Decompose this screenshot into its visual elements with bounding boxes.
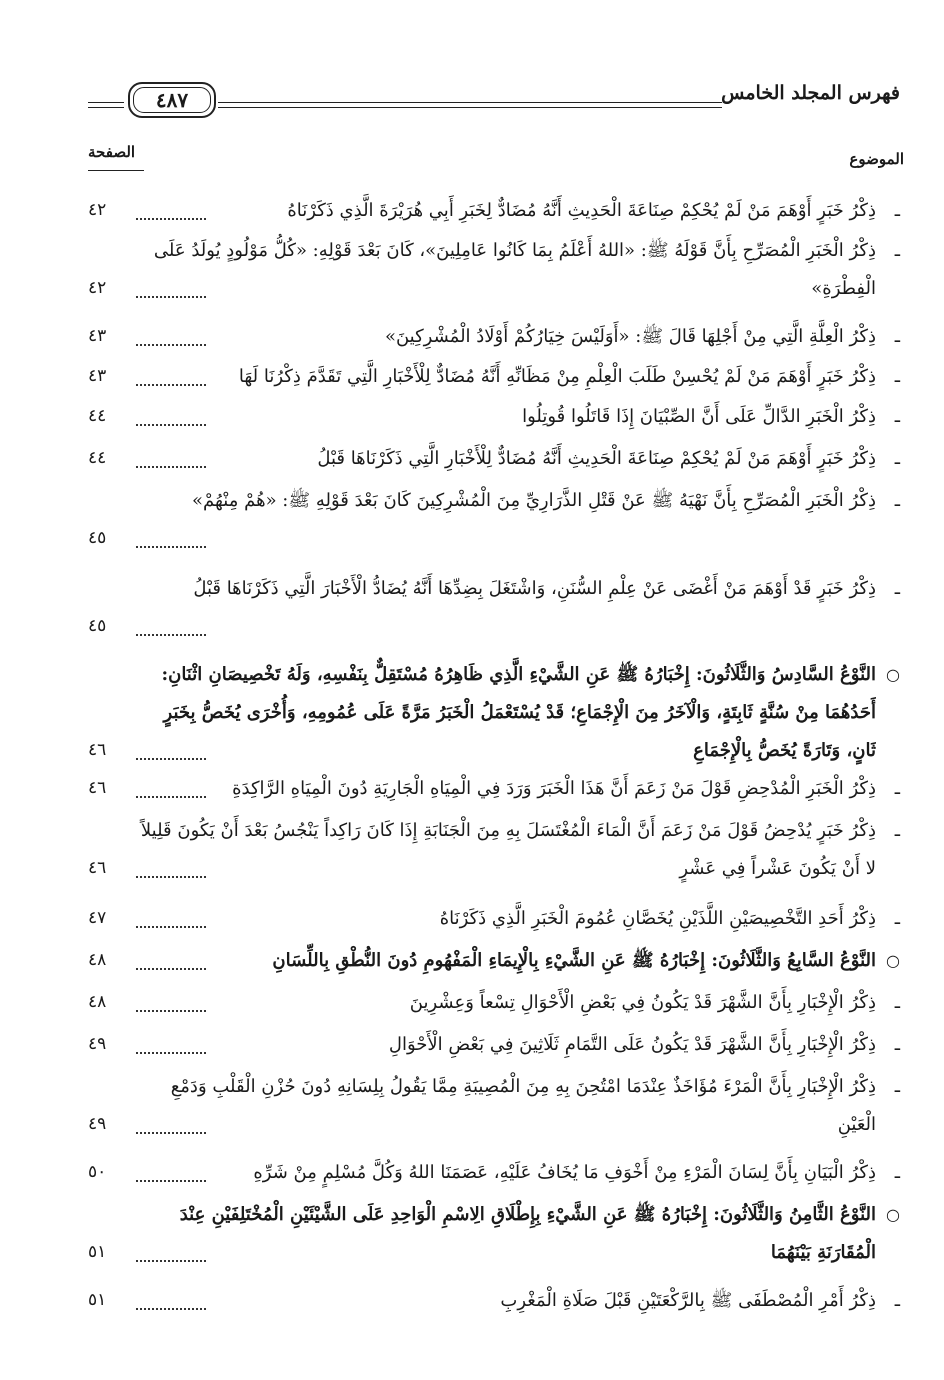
leader-dots — [136, 1010, 206, 1012]
page-reference: ٤٥ — [88, 616, 107, 636]
index-entry — [88, 656, 900, 770]
page-reference: ٤٣ — [88, 366, 107, 386]
page-reference: ٤٣ — [88, 326, 107, 346]
entry-dash-marker: ـ — [894, 448, 900, 469]
leader-dots — [136, 1132, 206, 1134]
index-entry — [88, 232, 900, 308]
leader-dots — [136, 218, 206, 220]
entry-title: ذِكْرُ الْعِلَّةِ الَّتِي مِنْ أَجْلِهَا قَالَ ﷺ: «أَوَلَيْسَ خِيَارُكُمْ أَوْلَادُ الْمُشْرِكِينَ» — [384, 326, 876, 347]
leader-dots — [136, 968, 206, 970]
index-entry — [88, 482, 900, 558]
index-entry — [88, 1026, 900, 1064]
index-entry — [88, 1154, 900, 1192]
leader-dots — [136, 634, 206, 636]
leader-dots — [136, 926, 206, 928]
page-reference: ٤٦ — [88, 740, 107, 760]
leader-dots — [136, 796, 206, 798]
header-rule — [218, 107, 722, 108]
page-reference: ٤٩ — [88, 1034, 107, 1054]
entry-title: ذِكْرُ الْإِخْبَارِ بِأَنَّ الْمَرْءَ مُؤَاخَذٌ عِنْدَمَا امْتُحِنَ بِهِ مِنَ الْمُصِيبَةِ مِمَّا يَقُولُ بِلِسَانِهِ دُونَ حُزْنِ الْقَلْبِ وَدَمْعِ الْعَيْنِ — [170, 1076, 876, 1135]
page-reference: ٥١ — [88, 1290, 107, 1310]
index-entry — [88, 358, 900, 396]
leader-dots — [136, 546, 206, 548]
page-reference: ٤٩ — [88, 1114, 107, 1134]
page-reference: ٤٢ — [88, 278, 107, 298]
leader-dots — [136, 296, 206, 298]
running-title: فهرس المجلد الخامس — [721, 82, 900, 104]
leader-dots — [136, 1052, 206, 1054]
entry-dash-marker: ـ — [894, 366, 900, 387]
section-bullet-icon: ○ — [886, 665, 900, 684]
page-reference: ٤٨ — [88, 992, 107, 1012]
entry-title: ذِكْرُ الْبَيَانِ بِأَنَّ لِسَانَ الْمَرْءِ مِنْ أَخْوَفِ مَا يُخَافُ عَلَيْهِ، عَصَمَنَا اللهُ وَكُلَّ مُسْلِمٍ مِنْ شَرِّهِ — [253, 1162, 876, 1183]
leader-dots — [136, 876, 206, 878]
index-entry — [88, 1196, 900, 1272]
entry-dash-marker: ـ — [894, 1076, 900, 1097]
entry-dash-marker: ـ — [894, 1034, 900, 1055]
index-entry — [88, 192, 900, 230]
index-entry — [88, 1282, 900, 1320]
leader-dots — [136, 466, 206, 468]
page-reference: ٤٢ — [88, 200, 107, 220]
section-bullet-icon: ○ — [886, 951, 900, 970]
page-column-underline — [88, 170, 144, 171]
index-entry — [88, 440, 900, 478]
leader-dots — [136, 1260, 206, 1262]
page-reference: ٥٠ — [88, 1162, 107, 1182]
page-number: ٤٨٧ — [133, 87, 211, 113]
entry-title: ذِكْرُ خَبَرٍ قَدْ أَوْهَمَ مَنْ أَغْضَى عَنْ عِلْمِ السُّنَنِ، وَاشْتَغَلَ بِضِدِّهَا أَنَّهُ يُضَادُّ الْأَخْبَارَ الَّتِي ذَكَرْنَاهَا قَبْلُ — [193, 578, 876, 599]
section-title: النَّوْعُ الثَّامِنُ وَالثَّلَاثُونَ: إِخْبَارُهُ ﷺ عَنِ الشَّيْءِ بِإِطْلَاقِ الِاسْمِ الْوَاحِدِ عَلَى الشَّيْئَيْنِ الْمُخْتَلِفَيْنِ عِنْدَ الْمُقَارَنَةِ بَيْنَهُمَا — [179, 1204, 876, 1263]
entry-dash-marker: ـ — [894, 406, 900, 427]
entry-dash-marker: ـ — [894, 578, 900, 599]
entry-dash-marker: ـ — [894, 1162, 900, 1183]
entry-title: ذِكْرُ الْإِخْبَارِ بِأَنَّ الشَّهْرَ قَدْ يَكُونُ عَلَى التَّمَامِ ثَلَاثِينَ فِي بَعْضِ الْأَحْوَالِ — [388, 1034, 876, 1055]
page-reference: ٤٦ — [88, 858, 107, 878]
entry-dash-marker: ـ — [894, 200, 900, 221]
index-entry — [88, 1068, 900, 1144]
entry-title: ذِكْرُ الْخَبَرِ الْمُدْحِضِ قَوْلَ مَنْ زَعَمَ أَنَّ هَذَا الْخَبَرَ وَرَدَ فِي الْمِيَاهِ الْجَارِيَةِ دُونَ الْمِيَاهِ الرَّاكِدَةِ — [232, 778, 876, 799]
entry-dash-marker: ـ — [894, 490, 900, 511]
index-entry — [88, 770, 900, 808]
index-entry — [88, 812, 900, 888]
entry-title: ذِكْرُ الْإِخْبَارِ بِأَنَّ الشَّهْرَ قَدْ يَكُونُ فِي بَعْضِ الْأَحْوَالِ تِسْعاً وَعِشْرِينَ — [409, 992, 876, 1013]
section-title: النَّوْعُ السَّابِعُ وَالثَّلَاثُونَ: إِخْبَارُهُ ﷺ عَنِ الشَّيْءِ بِالْإِيمَاءِ الْمَفْهُومِ دُونَ النُّطْقِ بِاللِّسَانِ — [272, 950, 876, 971]
entry-dash-marker: ـ — [894, 240, 900, 261]
page-reference: ٥١ — [88, 1242, 107, 1262]
entry-dash-marker: ـ — [894, 992, 900, 1013]
entry-title: ذِكْرُ الْخَبَرِ الْمُصَرِّحِ بِأَنَّ نَهْيَهُ ﷺ عَنْ قَتْلِ الذَّرَارِيِّ مِنَ الْمُشْرِكِينَ كَانَ بَعْدَ قَوْلِهِ ﷺ: «هُمْ مِنْهُمْ» — [192, 490, 876, 511]
entry-dash-marker: ـ — [894, 1290, 900, 1311]
entry-dash-marker: ـ — [894, 908, 900, 929]
header-rule — [218, 102, 722, 103]
entry-dash-marker: ـ — [894, 820, 900, 841]
page-reference: ٤٨ — [88, 950, 107, 970]
header-rule — [88, 102, 124, 103]
header-rule — [88, 107, 124, 108]
entry-title: ذِكْرُ الْخَبَرِ الدَّالِّ عَلَى أَنَّ الصِّبْيَانَ إِذَا قَاتَلُوا قُوتِلُوا — [522, 406, 876, 427]
section-bullet-icon: ○ — [886, 1205, 900, 1224]
entry-title: ذِكْرُ خَبَرٍ أَوْهَمَ مَنْ لَمْ يُحْسِنْ طَلَبَ الْعِلْمِ مِنْ مَظَانِّهِ أَنَّهُ مُضَادٌّ لِلْأَخْبَارِ الَّتِي تَقَدَّمَ ذِكْرُنَا لَهَا — [238, 366, 876, 387]
leader-dots — [136, 384, 206, 386]
leader-dots — [136, 424, 206, 426]
page-reference: ٤٧ — [88, 908, 107, 928]
index-entry — [88, 318, 900, 356]
entry-dash-marker: ـ — [894, 778, 900, 799]
page-column-heading: الصفحة — [88, 143, 136, 161]
leader-dots — [136, 344, 206, 346]
index-entry — [88, 398, 900, 436]
entry-title: ذِكْرُ خَبَرٍ يُدْحِضُ قَوْلَ مَنْ زَعَمَ أَنَّ الْمَاءَ الْمُغْتَسَلَ بِهِ مِنَ الْجَنَابَةِ إِذَا كَانَ رَاكِداً يَنْجُسُ بَعْدَ أَنْ يَكُونَ قَلِيلاً لا أَنْ يَكُونَ عَشْراً فِي عَشْرٍ — [140, 820, 876, 879]
page-reference: ٤٤ — [88, 448, 107, 468]
topic-column-heading: الموضوع — [849, 150, 904, 168]
page-header — [88, 82, 900, 122]
entry-title: ذِكْرُ أَمْرِ الْمُصْطَفَى ﷺ بِالرَّكْعَتَيْنِ قَبْلَ صَلَاةِ الْمَغْرِبِ — [500, 1290, 876, 1311]
index-entry — [88, 942, 900, 980]
page-reference: ٤٤ — [88, 406, 107, 426]
entry-title: ذِكْرُ خَبَرٍ أَوْهَمَ مَنْ لَمْ يُحْكِمْ صِنَاعَةَ الْحَدِيثِ أَنَّهُ مُضَادٌّ لِلْأَخْبَارِ الَّتِي ذَكَرْنَاهَا قَبْلُ — [317, 448, 876, 469]
leader-dots — [136, 1308, 206, 1310]
section-title: النَّوْعُ السَّادِسُ وَالثَّلَاثُونَ: إِخْبَارُهُ ﷺ عَنِ الشَّيْءِ الَّذِي ظَاهِرُهُ مُسْتَقِلٌّ بِنَفْسِهِ، وَلَهُ تَخْصِيصَانِ اثْنَانِ: أَحَدُهُمَا مِنْ سُنَّةٍ ثَابِتَةٍ، وَالْآخَرُ مِنَ الْإِجْمَاعِ؛ قَدْ يُسْتَعْمَلُ الْخَبَرُ مَرَّةً عَلَى عُمُومِهِ، وَأُخْرَى يُخَصُّ بِخَبَرٍ ثَانٍ، وَتَارَةً يُخَصُّ بِالْإِجْمَاعِ — [161, 664, 876, 761]
leader-dots — [136, 1180, 206, 1182]
index-entry — [88, 570, 900, 646]
page-reference: ٤٦ — [88, 778, 107, 798]
entry-title: ذِكْرُ أَحَدِ التَّخْصِيصَيْنِ اللَّذَيْنِ يُخَصَّانِ عُمُومَ الْخَبَرِ الَّذِي ذَكَرْنَاهُ — [439, 908, 876, 929]
entry-title: ذِكْرُ خَبَرٍ أَوْهَمَ مَنْ لَمْ يُحْكِمْ صِنَاعَةَ الْحَدِيثِ أَنَّهُ مُضَادٌّ لِخَبَرِ أَبِي هُرَيْرَةَ الَّذِي ذَكَرْنَاهُ — [287, 200, 876, 221]
entry-dash-marker: ـ — [894, 326, 900, 347]
page-number-frame — [128, 82, 216, 118]
leader-dots — [136, 758, 206, 760]
index-entry — [88, 984, 900, 1022]
index-entry — [88, 900, 900, 938]
entry-title: ذِكْرُ الْخَبَرِ الْمُصَرِّحِ بِأَنَّ قَوْلَهُ ﷺ: «اللهُ أَعْلَمُ بِمَا كَانُوا عَامِلِينَ»، كَانَ بَعْدَ قَوْلِهِ: «كُلُّ مَوْلُودٍ يُولَدُ عَلَى الْفِطْرَةِ» — [153, 240, 876, 299]
page-reference: ٤٥ — [88, 528, 107, 548]
